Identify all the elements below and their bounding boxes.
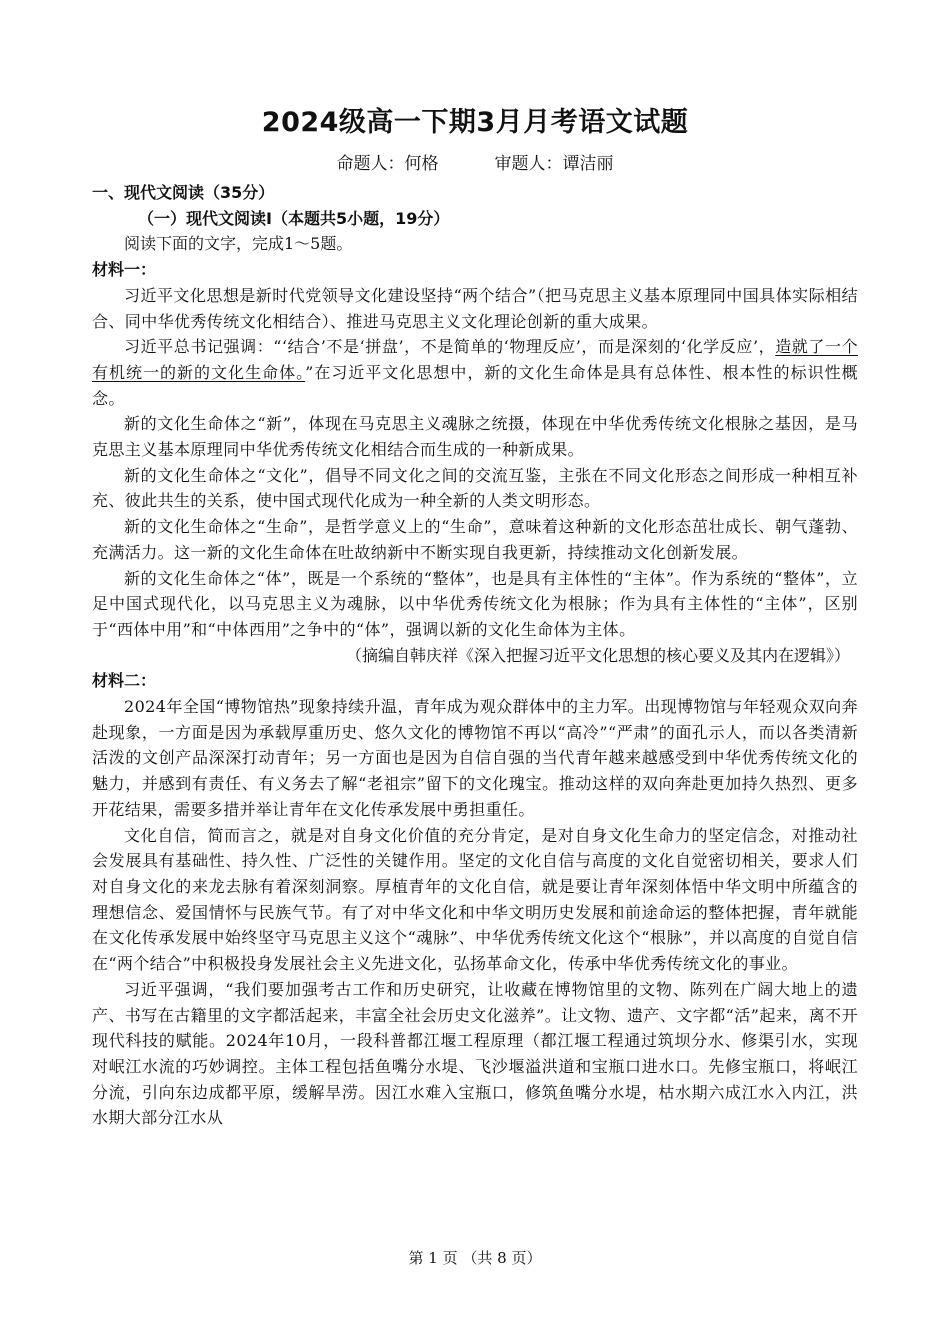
reviewer-name: 审题人：谭洁丽 bbox=[494, 154, 614, 174]
material-one-paragraph: 新的文化生命体之“文化”，倡导不同文化之间的交流互鉴，主张在不同文化形态之间形成一种相互补充、彼此共生的关系，使中国式现代化成为一种全新的人类文明形态。 bbox=[92, 465, 858, 511]
page-footer: 第 1 页 （共 8 页） bbox=[408, 1249, 542, 1267]
material-one-source: （摘编自韩庆祥《深入把握习近平文化思想的核心要义及其内在逻辑》） bbox=[345, 645, 850, 665]
material-one-paragraph: 新的文化生命体之“生命”，是哲学意义上的“生命”，意味着这种新的文化形态茁壮成长、朝气蓬勃、充满活力。这一新的文化生命体在吐故纳新中不断实现自我更新，持续推动文化创新发展。 bbox=[92, 517, 858, 562]
sub-section-heading: （一）现代文阅读Ⅰ（本题共5小题，19分） bbox=[138, 208, 450, 228]
main-content bbox=[92, 180, 858, 1131]
material-one-paragraph: 新的文化生命体之“新”，体现在马克思主义魂脉之统摄，体现在中华优秀传统文化根脉之基因，是马克思主义基本原理同中华优秀传统文化相结合而生成的一种新成果。 bbox=[92, 414, 858, 460]
material-one-label: 材料一： bbox=[92, 260, 157, 280]
page-title: 2024级高一下期3月月考语文试题 bbox=[261, 107, 689, 138]
quote-text: 习近平总书记强调：“‘结合’不是‘拼盘’，不是简单的‘物理反应’，而是深刻的‘化学反应’， bbox=[124, 337, 776, 357]
material-one-paragraph bbox=[92, 334, 858, 411]
authors-line bbox=[0, 149, 950, 174]
material-one-paragraph: 新的文化生命体之“体”，既是一个系统的“整体”，也是具有主体性的“主体”。作为系统的“整体”，立足中国式现代化，以马克思主义为魂脉，以中华优秀传统文化为根脉；作为具有主体性的“主体”，区别于“西体中用”和“中体西用”之争中的“体”，强调以新的文化生命体为主体。 bbox=[92, 568, 858, 639]
material-two-paragraph: 习近平强调，“我们要加强考古工作和历史研究，让收藏在博物馆里的文物、陈列在广阔大地上的遗产、书写在古籍里的文字都活起来，丰富全社会历史文化滋养”。让文物、遗产、文字都“活”起来，离不开现代科技的赋能。2024年10月，一段科普都江堰工程原理（都江堰工程通过筑坝分水、修渠引水，实现对岷江水流的巧妙调控。主体工程包括鱼嘴分水堤、飞沙堰溢洪道和宝瓶口进水口。先修宝瓶口，将岷江分流，引向东边成都平原，缓解旱涝。因江水难入宝瓶口，修筑鱼嘴分水堤，枯水期六成江水入内江，洪水期大部分江水从 bbox=[92, 979, 858, 1128]
material-two-label: 材料二： bbox=[92, 671, 157, 691]
quote-continuation: ”在习近平文化思想中，新的文化生命体是具有总体性、根本性的标识性概念。 bbox=[92, 362, 858, 408]
reading-instruction: 阅读下面的文字，完成1～5题。 bbox=[124, 234, 353, 254]
material-two-paragraph: 2024年全国“博物馆热”现象持续升温，青年成为观众群体中的主力军。出现博物馆与年轻观众双向奔赴现象，一方面是因为承载厚重历史、悠久文化的博物馆不再以“高冷”“严肃”的面孔示人，而以各类清新活泼的文创产品深深打动青年；另一方面也是因为自信自强的当代青年越来越感受到中华优秀传统文化的魅力，并感到有责任、有义务去了解“老祖宗”留下的文化瑰宝。推动这样的双向奔赴更加持久热烈、更多开花结果，需要多措并举让青年在文化传承发展中勇担重任。 bbox=[92, 697, 858, 819]
section-heading: 一、现代文阅读（35分） bbox=[92, 183, 275, 202]
material-two-paragraph: 文化自信，简而言之，就是对自身文化价值的充分肯定，是对自身文化生命力的坚定信念，对推动社会发展具有基础性、持久性、广泛性的关键作用。坚定的文化自信与高度的文化自觉密切相关，要求人们对自身文化的来龙去脉有着深刻洞察。厚植青年的文化自信，就是要让青年深刻体悟中华文明中所蕴含的理想信念、爱国情怀与民族气节。有了对中华文化和中华文明历史发展和前途命运的整体把握，青年就能在文化传承发展中始终坚守马克思主义这个“魂脉”、中华优秀传统文化这个“根脉”，并以高度的自觉自信在“两个结合”中积极投身发展社会主义先进文化，弘扬革命文化，传承中华优秀传统文化的事业。 bbox=[92, 825, 858, 974]
setter-name: 命题人：何格 bbox=[336, 154, 439, 174]
material-one-paragraph: 习近平文化思想是新时代党领导文化建设坚持“两个结合”（把马克思主义基本原理同中国具体实际相结合、同中华优秀传统文化相结合）、推进马克思主义文化理论创新的重大成果。 bbox=[92, 285, 858, 331]
underlined-sentence: 造就了一个有机统一的新的文化生命体。 bbox=[92, 337, 858, 382]
